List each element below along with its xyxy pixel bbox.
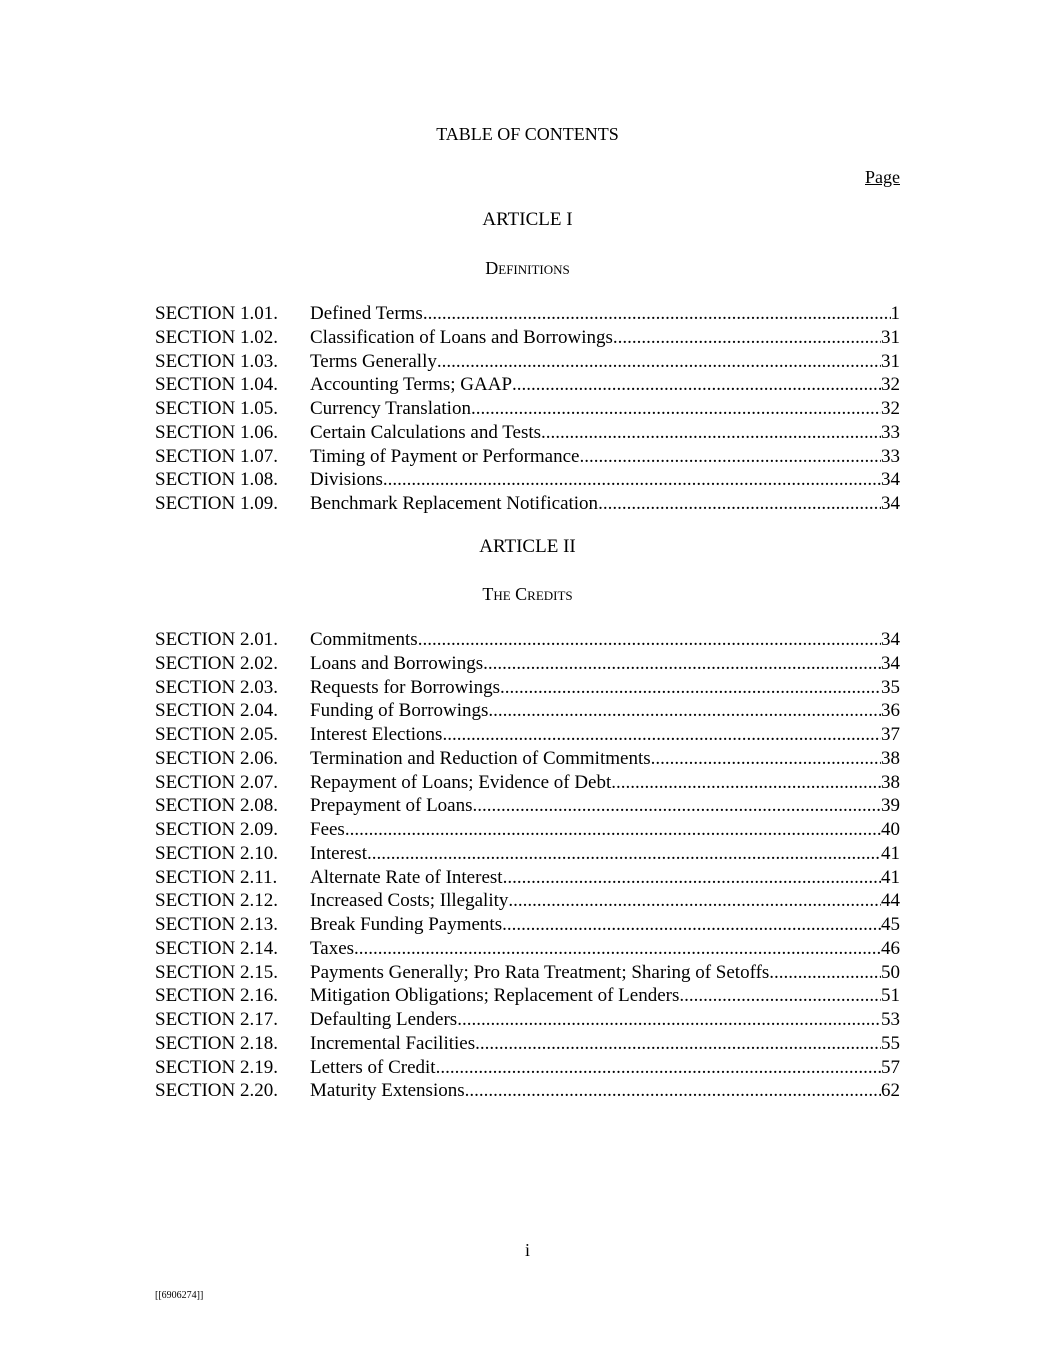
toc-entry[interactable] bbox=[155, 421, 900, 445]
toc-entry[interactable] bbox=[155, 1056, 900, 1080]
section-number: SECTION 1.04. bbox=[155, 374, 278, 396]
toc-entry[interactable] bbox=[155, 866, 900, 890]
dot-leader bbox=[500, 676, 881, 700]
dot-leader bbox=[475, 1032, 881, 1056]
dot-leader bbox=[598, 492, 881, 516]
section-number: SECTION 2.18. bbox=[155, 1032, 278, 1054]
page-reference: 1 bbox=[890, 303, 900, 324]
page-reference: 53 bbox=[881, 1009, 900, 1030]
section-title: Letters of Credit bbox=[310, 1056, 436, 1078]
section-title: Certain Calculations and Tests. bbox=[310, 421, 546, 443]
toc-entry[interactable] bbox=[155, 350, 900, 374]
dot-leader bbox=[488, 699, 881, 723]
page-reference: 33 bbox=[881, 445, 900, 467]
section-number: SECTION 1.02. bbox=[155, 326, 278, 348]
page-reference: 35 bbox=[881, 676, 900, 698]
page-reference: 34 bbox=[881, 652, 900, 674]
article-1-heading: ARTICLE I bbox=[482, 209, 573, 230]
page-reference: 55 bbox=[881, 1032, 900, 1054]
section-number: SECTION 2.14. bbox=[155, 937, 278, 959]
page-reference: 32 bbox=[881, 374, 900, 396]
page-reference: 36 bbox=[881, 700, 900, 722]
page-reference: 46 bbox=[881, 937, 900, 959]
toc-entry[interactable] bbox=[155, 818, 900, 842]
section-number: SECTION 2.13. bbox=[155, 914, 278, 935]
page-reference: 51 bbox=[881, 985, 900, 1007]
section-title: Termination and Reduction of Commitments bbox=[310, 747, 651, 769]
dot-leader bbox=[423, 302, 891, 326]
section-title: Timing of Payment or Performance bbox=[310, 445, 580, 467]
section-number: SECTION 2.15. bbox=[155, 961, 278, 983]
article-1-entries bbox=[155, 302, 900, 516]
toc-entry[interactable] bbox=[155, 326, 900, 350]
section-number: SECTION 2.20. bbox=[155, 1080, 278, 1102]
section-number: SECTION 2.07. bbox=[155, 771, 278, 793]
toc-entry[interactable] bbox=[155, 889, 900, 913]
article-1-subtitle: Definitions bbox=[485, 258, 570, 278]
document-id: [[6906274]] bbox=[155, 1290, 204, 1301]
dot-leader bbox=[471, 397, 881, 421]
page-reference: 38 bbox=[881, 771, 900, 793]
page-reference: 31 bbox=[881, 350, 900, 372]
dot-leader bbox=[503, 866, 881, 890]
page-reference: 32 bbox=[881, 398, 900, 419]
toc-entry[interactable] bbox=[155, 302, 900, 326]
toc-entry[interactable] bbox=[155, 984, 900, 1008]
toc-entry[interactable] bbox=[155, 397, 900, 421]
section-number: SECTION 2.01. bbox=[155, 629, 278, 650]
section-title: Divisions bbox=[310, 469, 383, 491]
page-reference: 40 bbox=[881, 819, 900, 840]
section-title: Payments Generally; Pro Rata Treatment; Sharing of Setoffs bbox=[310, 961, 770, 983]
dot-leader bbox=[679, 984, 881, 1008]
section-number: SECTION 2.12. bbox=[155, 890, 278, 912]
page-reference: 45 bbox=[881, 914, 900, 935]
dot-leader bbox=[546, 421, 881, 445]
section-title: Alternate Rate of Interest bbox=[310, 866, 503, 888]
section-number: SECTION 1.07. bbox=[155, 445, 278, 467]
article-2-entries bbox=[155, 628, 900, 1103]
dot-leader bbox=[383, 468, 881, 492]
section-title: Incremental Facilities bbox=[310, 1032, 476, 1054]
dot-leader bbox=[613, 326, 881, 350]
toc-entry[interactable] bbox=[155, 699, 900, 723]
section-title: Currency Translation bbox=[310, 398, 471, 419]
dot-leader bbox=[457, 1008, 881, 1032]
toc-entry[interactable] bbox=[155, 628, 900, 652]
page-reference: 38 bbox=[881, 747, 900, 769]
dot-leader bbox=[473, 794, 881, 818]
dot-leader bbox=[611, 771, 881, 795]
section-title: Taxes bbox=[310, 937, 355, 959]
dot-leader bbox=[367, 842, 881, 866]
section-number: SECTION 1.08. bbox=[155, 469, 278, 491]
page-reference: 41 bbox=[881, 842, 900, 864]
section-title: Benchmark Replacement Notification bbox=[310, 493, 599, 514]
page-reference: 41 bbox=[881, 866, 900, 888]
section-title: Mitigation Obligations; Replacement of Lenders bbox=[310, 985, 680, 1007]
dot-leader bbox=[345, 818, 881, 842]
section-title: Increased Costs; Illegality bbox=[310, 890, 509, 912]
section-title: Defaulting Lenders bbox=[310, 1009, 458, 1030]
page-number: i bbox=[524, 1240, 530, 1260]
dot-leader bbox=[579, 445, 881, 469]
toc-entry[interactable] bbox=[155, 747, 900, 771]
toc-entry[interactable] bbox=[155, 771, 900, 795]
section-number: SECTION 2.05. bbox=[155, 724, 278, 745]
section-number: SECTION 2.16. bbox=[155, 985, 278, 1007]
dot-leader bbox=[442, 723, 881, 747]
dot-leader bbox=[354, 937, 881, 961]
section-title: Loans and Borrowings bbox=[310, 652, 484, 674]
section-title: Break Funding Payments bbox=[310, 914, 503, 935]
dot-leader bbox=[502, 913, 881, 937]
section-number: SECTION 1.03. bbox=[155, 350, 278, 372]
article-2-subtitle: The Credits bbox=[482, 584, 573, 604]
article-2-heading: ARTICLE II bbox=[479, 536, 576, 557]
page-reference: 31 bbox=[881, 326, 900, 348]
page-reference: 37 bbox=[881, 724, 900, 745]
section-title: Requests for Borrowings bbox=[310, 676, 500, 698]
section-number: SECTION 2.09. bbox=[155, 819, 278, 840]
section-title: Prepayment of Loans bbox=[310, 795, 473, 817]
section-number: SECTION 2.06. bbox=[155, 747, 278, 769]
toc-entry[interactable] bbox=[155, 676, 900, 700]
section-number: SECTION 2.10. bbox=[155, 842, 278, 864]
toc-entry[interactable] bbox=[155, 1079, 900, 1103]
dot-leader bbox=[769, 961, 881, 985]
section-title: Accounting Terms; GAAP bbox=[310, 374, 513, 396]
toc-entry[interactable] bbox=[155, 1008, 900, 1032]
toc-entry[interactable] bbox=[155, 468, 900, 492]
section-title: Maturity Extensions. bbox=[310, 1080, 470, 1102]
section-title: Classification of Loans and Borrowings bbox=[310, 326, 613, 348]
page-reference: 44 bbox=[881, 890, 900, 912]
dot-leader bbox=[469, 1079, 881, 1103]
dot-leader bbox=[437, 350, 881, 374]
section-title: Terms Generally bbox=[310, 350, 437, 372]
section-number: SECTION 2.03. bbox=[155, 676, 278, 698]
toc-entry[interactable] bbox=[155, 842, 900, 866]
page-column-label: Page bbox=[865, 167, 900, 187]
page-reference: 57 bbox=[881, 1056, 900, 1078]
section-number: SECTION 1.09. bbox=[155, 493, 278, 514]
page-reference: 34 bbox=[881, 493, 900, 514]
section-title: Commitments bbox=[310, 629, 418, 650]
section-title: Interest Elections bbox=[310, 724, 443, 745]
dot-leader bbox=[651, 747, 881, 771]
toc-entry[interactable] bbox=[155, 937, 900, 961]
dot-leader bbox=[508, 889, 881, 913]
toc-entry[interactable] bbox=[155, 913, 900, 937]
toc-entry[interactable] bbox=[155, 652, 900, 676]
dot-leader bbox=[436, 1056, 881, 1080]
toc-entry[interactable] bbox=[155, 723, 900, 747]
toc-title: TABLE OF CONTENTS bbox=[436, 124, 619, 144]
dot-leader bbox=[483, 652, 881, 676]
toc-entry[interactable] bbox=[155, 492, 900, 516]
page-reference: 33 bbox=[881, 421, 900, 443]
toc-entry[interactable] bbox=[155, 1032, 900, 1056]
section-number: SECTION 1.06. bbox=[155, 421, 278, 443]
page-reference: 34 bbox=[881, 629, 900, 650]
dot-leader bbox=[512, 373, 881, 397]
section-number: SECTION 1.01. bbox=[155, 303, 278, 324]
section-number: SECTION 2.02. bbox=[155, 652, 278, 674]
toc-entry[interactable] bbox=[155, 961, 900, 985]
section-number: SECTION 2.19. bbox=[155, 1056, 278, 1078]
section-title: Fees bbox=[310, 819, 345, 840]
toc-entry[interactable] bbox=[155, 373, 900, 397]
section-number: SECTION 2.08. bbox=[155, 795, 278, 817]
section-number: SECTION 2.17. bbox=[155, 1009, 278, 1030]
page-reference: 34 bbox=[881, 469, 900, 491]
page-reference: 39 bbox=[881, 795, 900, 817]
section-title: Repayment of Loans; Evidence of Debt bbox=[310, 771, 612, 793]
section-number: SECTION 2.04. bbox=[155, 700, 278, 722]
section-title: Interest bbox=[310, 842, 367, 864]
section-number: SECTION 2.11. bbox=[155, 866, 278, 888]
dot-leader bbox=[418, 628, 881, 652]
page-reference: 62 bbox=[881, 1080, 900, 1102]
section-number: SECTION 1.05. bbox=[155, 398, 278, 419]
toc-entry[interactable] bbox=[155, 794, 900, 818]
page-reference: 50 bbox=[881, 961, 900, 983]
section-title: Defined Terms bbox=[310, 303, 423, 324]
toc-entry[interactable] bbox=[155, 445, 900, 469]
section-title: Funding of Borrowings bbox=[310, 700, 489, 722]
